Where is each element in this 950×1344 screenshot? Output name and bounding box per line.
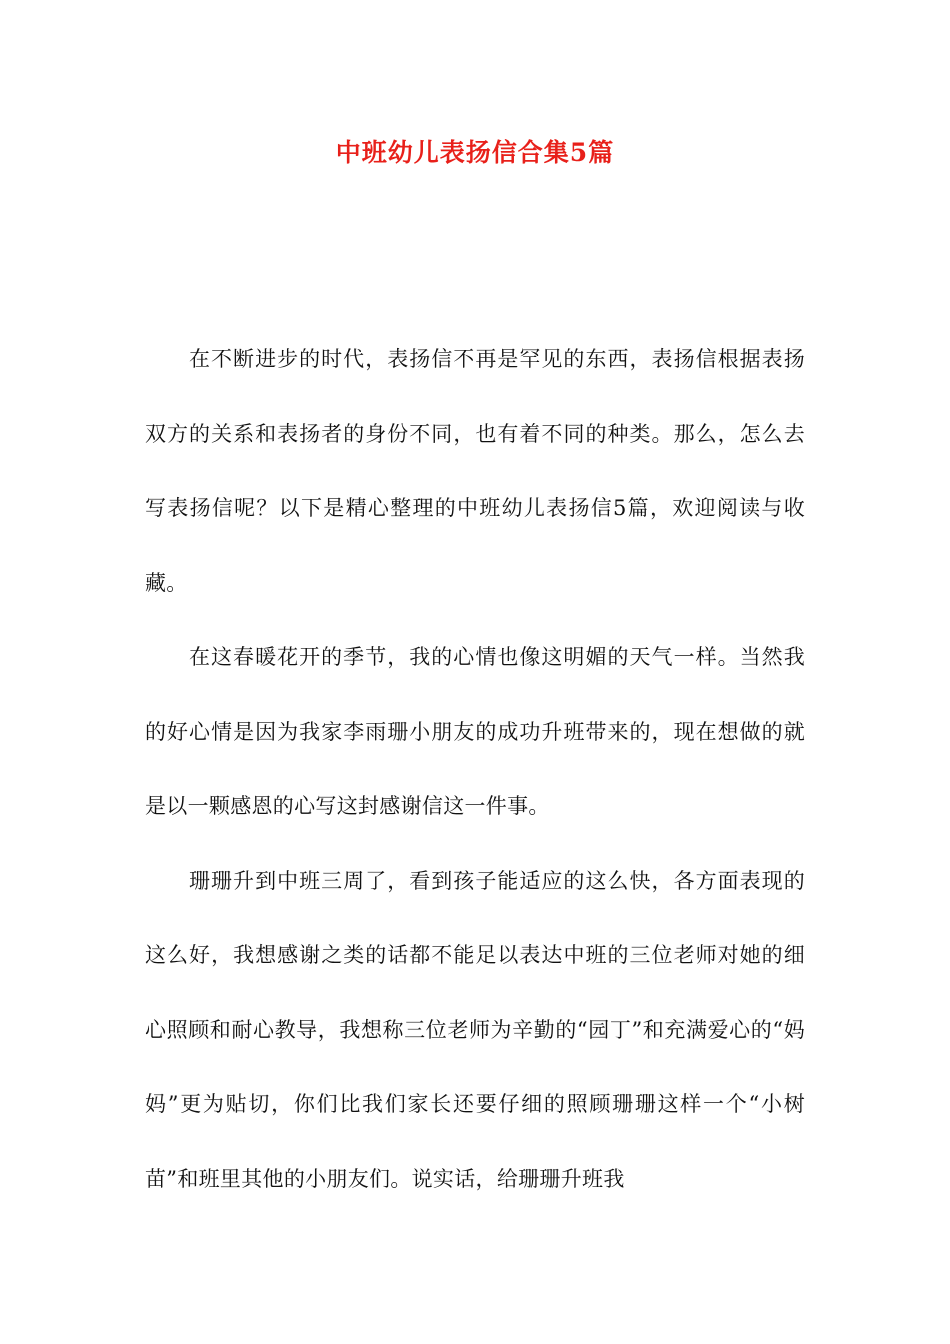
document-body: [145, 322, 805, 1216]
document-title: 中班幼儿表扬信合集5篇: [335, 138, 615, 167]
paragraph-1: 在不断进步的时代，表扬信不再是罕见的东西，表扬信根据表扬双方的关系和表扬者的身份不同，也有着不同的种类。那么，怎么去写表扬信呢？以下是精心整理的中班幼儿表扬信5篇，欢迎阅读与收藏。: [145, 347, 805, 595]
paragraph-2: 在这春暖花开的季节，我的心情也像这明媚的天气一样。当然我的好心情是因为我家李雨珊小朋友的成功升班带来的，现在想做的就是以一颗感恩的心写这封感谢信这一件事。: [145, 645, 805, 818]
paragraph-3: 珊珊升到中班三周了，看到孩子能适应的这么快，各方面表现的这么好，我想感谢之类的话都不能足以表达中班的三位老师对她的细心照顾和耐心教导，我想称三位老师为辛勤的“园丁”和充满爱心的“妈妈”更为贴切，你们比我们家长还要仔细的照顾珊珊这样一个“小树苗”和班里其他的小朋友们。说实话，给珊珊升班我: [145, 868, 805, 1191]
